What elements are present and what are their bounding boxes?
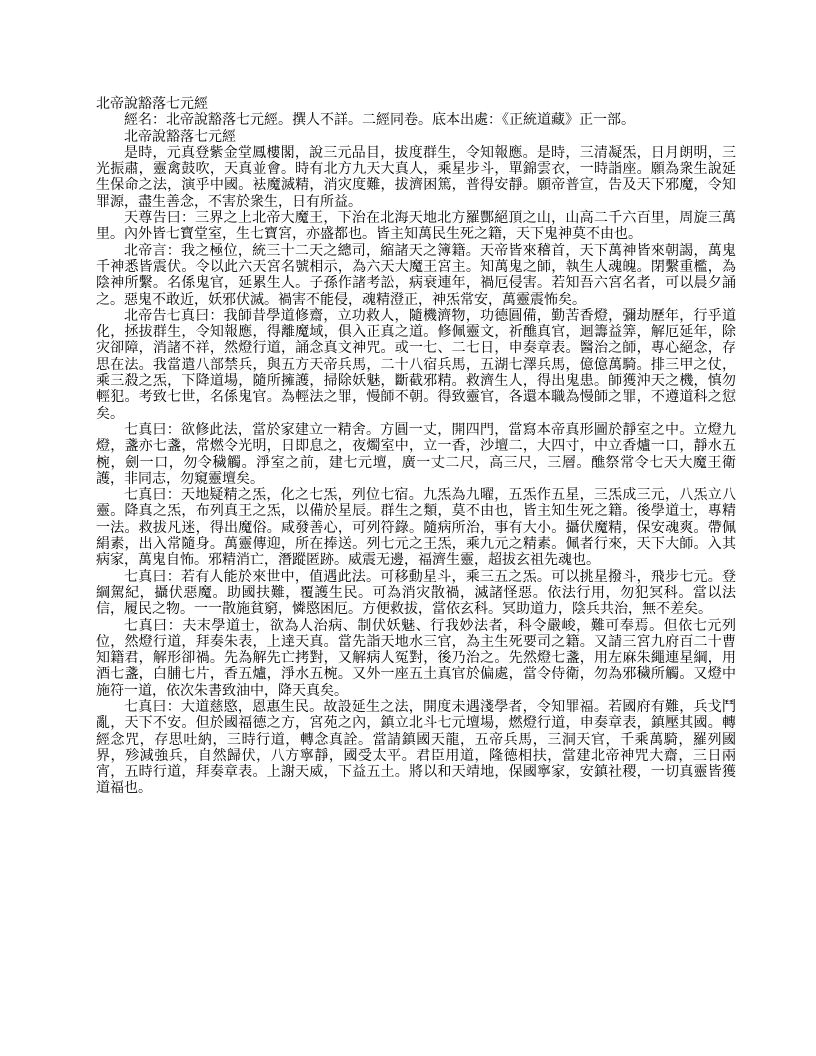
body-paragraph: 七真曰：夫末學道士，欲為人治病、制伏妖魅、行我妙法者，科令嚴峻，難可奉焉。但依七元列位，然燈行道，拜奏朱表，上達天真。當先詣天地水三官，為主生死要司之籍。又請三宮九府百二十曹知籍君，解形卻禍。先為解先亡拷對，又解病人冤對，後乃治之。先然燈七盞，用左麻朱繩連星綱，用酒七盞，白脯七片，香五爐，淨水五椀。又外一座五土真官於偏處，當令侍衛，勿為邪穢所觸。又燈中施符一道，依次朱書致油中，降天真矣。	[96, 617, 736, 699]
document-body	[96, 96, 736, 797]
body-paragraph: 七真曰：天地疑精之炁，化之七炁，列位七宿。九炁為九曜，五炁作五星，三炁成三元，八炁立八靈。降真之炁，布列真王之炁，以備於星辰。群生之類，莫不由也，皆主知生死之籍。後學道士，專精一法。救拔凡迷，得出魔俗。咸發善心，可列符錄。隨病所治，事有大小。攝伏魔精，保安魂爽。帶佩絹素，出入常隨身。萬靈傳迎，所在捧送。列七元之王炁，乘九元之精素。佩者行來，天下大師。入其病家，萬鬼自怖。邪精消亡，潛蹤匿跡。威震无邊，福濟生靈，超拔玄祖先魂也。	[96, 487, 736, 569]
body-paragraph: 天尊告曰：三界之上北帝大魔王，下治在北海天地北方羅酆絕頂之山，山高二千六百里，周旋三萬里。內外皆七寶堂室，生七寶宮，亦盛都也。皆主知萬民生死之籍，天下鬼神莫不由也。	[96, 210, 736, 243]
body-paragraph: 七真曰：欲修此法，當於家建立一精舍。方圓一丈，開四門，當寫本帝真形圖於靜室之中。立燈九燈，盞亦七盞，常燃令光明，日即息之，夜燭室中，立一香，沙壇二，大四寸，中立香爐一口，靜水五椀，劍一口，勿令穢觸。淨室之前，建七元壇，廣一丈二尺，高三尺，三層。醮祭常令七天大魔王衛護，非同志，勿窺靈壇矣。	[96, 421, 736, 487]
body-paragraph: 北帝告七真曰：我師昔學道修齋，立功救人，隨機濟物，功德圓備，勤苦香燈，彌劫歷年，行乎道化，拯拔群生，令知報應，得離魔域，俱入正真之道。修佩靈文，祈醮真官，迴籌益筭，解厄延年，除灾卻障，消諸不祥，然燈行道，誦念真文神咒。或一七、二七日，申奏章表。醫治之師，專心絕念，存思在法。我當遣八部禁兵，與五方天帝兵馬，二十八宿兵馬，五湖七澤兵馬，億億萬騎。排三甲之仗，乘三殺之炁，下降道場，隨所擁護，掃除妖魅，斷截邪精。救濟生人，得出鬼患。師獲沖天之機，慎勿輕犯。考致七世，名係鬼官。為輕法之罪，慢師不朝。得致靈官，各還本職為慢師之罪，不遵道科之愆矣。	[96, 307, 736, 422]
document-subheading: 北帝說豁落七元經	[124, 128, 236, 145]
body-paragraph: 北帝言：我之極位，統三十二天之總司，縮諸天之簿籍。天帝皆來稽首，天下萬神皆來朝謁，萬鬼千神悉皆震伏。令以此六天宮名號相示，為六天大魔王宮主。知萬鬼之師，執生人魂魄。閉繫重檻，為陰神所繫。名係鬼官，延累生人。子孫作諸考訟，病衰連年，禍厄侵害。若知吾六宮名者，可以晨夕誦之。惡鬼不敢近，妖邪伏滅。禍害不能侵，魂精澄正，神炁常安，萬靈震怖矣。	[96, 242, 736, 308]
body-paragraph: 七真曰：若有人能於來世中，值遇此法。可移動星斗，乘三五之炁。可以挑星撥斗，飛步七元。登綱駕紀，攝伏惡魔。助國扶難，覆護生民。可為消灾散禍，滅諸怪惡。依法行用，勿犯冥科。當以法信，履民之物。一一散施貧窮，憐愍困厄。方便救拔，當依玄科。冥助道力，陰兵共治，無不差矣。	[96, 568, 736, 618]
body-paragraph: 是時，元真登紫金堂鳳樓閣，說三元品目，拔度群生，令知報應。是時，三清凝炁，日月朗明，三光振肅，靈禽鼓吹，天真並會。時有北方九天大真人，乘星步斗，單錦雲衣，一時詣座。願為衆生說延生保命之法，演乎中國。袪魔滅精，消灾度難，拔濟困篤，普得安靜。願帝普宣，告及天下邪魔，令知罪源，盡生善念，不害於衆生，日有所益。	[96, 144, 736, 210]
body-paragraph: 七真曰：大道慈愍，恩惠生民。故設延生之法，開度未遇淺學者，令知罪福。若國府有難，兵戈鬥亂，天下不安。但於國福德之方，宮苑之內，鎮立北斗七元壇場，燃燈行道，申奏章表，鎮壓其國。轉經念咒，存思吐納，三時行道，轉念真詮。當請鎮國天龍，五帝兵馬，三洞天官，千乘萬騎，羅列國界，殄減強兵，自然歸伏，八方寧靜，國受太平。君臣用道，隆德相扶，當建北帝神咒大齋，三日兩宵，五時行道，拜奏章表。上謝天威，下益五土。將以和天靖地，保國寧家，安鎮社稷，一切真靈皆獲道福也。	[96, 698, 736, 797]
document-heading: 北帝說豁落七元經	[96, 96, 208, 112]
document-metadata-line: 經名：北帝說豁落七元經。撰人不詳。二經同卷。底本出處：《正統道藏》正一部。	[124, 112, 635, 129]
